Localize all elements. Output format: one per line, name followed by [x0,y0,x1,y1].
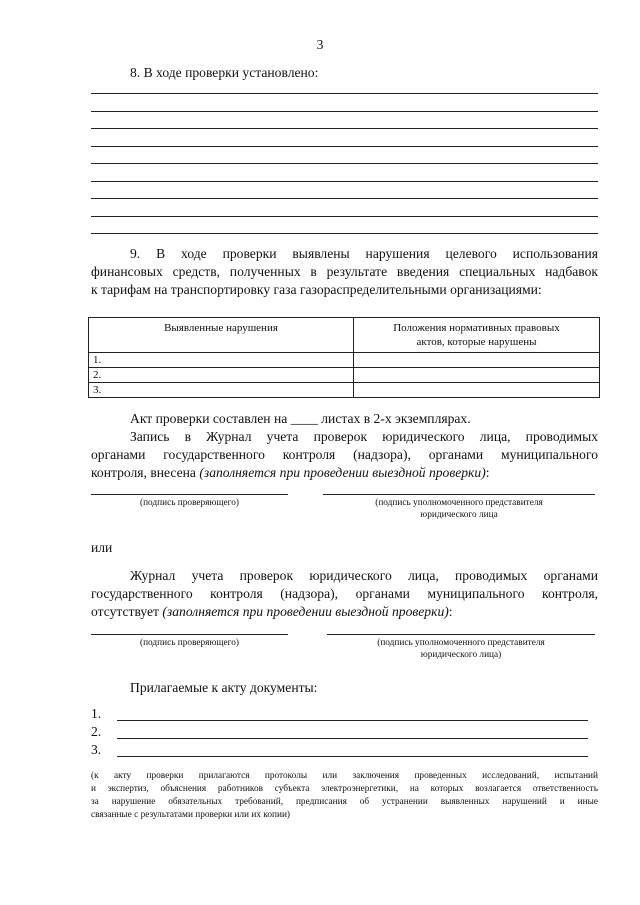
footnote-line: (к акту проверки прилагаются протоколы или заключения проведенных исследований, испытаний [91,771,598,781]
signature-line-representative[interactable] [327,634,595,635]
section-9-line: финансовых средств, полученных в результате введения специальных надбавок [91,264,598,279]
absent-journal-line: Журнал учета проверок юридического лица, проводимых органами [130,568,598,583]
violations-table [88,317,600,398]
journal-colon: : [485,465,490,480]
fill-line [91,93,598,94]
fill-line [91,233,598,234]
table-row [89,368,600,383]
header-label: Выявленные нарушения [164,322,278,334]
signature-line-representative[interactable] [323,494,595,495]
absent-colon: : [448,604,453,619]
caption-line: (подпись уполномоченного представителя [375,498,543,508]
table-cell[interactable] [354,353,600,368]
signature-line-inspector[interactable] [91,634,288,635]
table-row [89,353,600,368]
section-9-line: к тарифам на транспортировку газа газораспределительными организациями: [91,282,542,297]
journal-line: Запись в Журнал учета проверок юридического лица, проводимых [130,429,598,444]
fill-line [91,163,598,164]
table-cell[interactable]: 3. [89,383,354,398]
table-cell[interactable] [354,368,600,383]
page-number: 3 [316,37,324,52]
journal-line [91,464,490,482]
fill-line [91,198,598,199]
fill-line [91,111,598,112]
footnote-line: связанные с результатами проверки или их копии) [91,810,291,820]
section-8-heading: 8. В ходе проверки установлено: [130,65,319,80]
table-cell[interactable] [354,383,600,398]
signature-caption-representative [327,637,595,661]
fill-line [91,128,598,129]
signature-caption-representative [323,497,595,521]
table-row [89,383,600,398]
table-cell[interactable]: 1. [89,353,354,368]
list-item-number: 3. [91,742,102,757]
attachment-fill-line[interactable] [117,738,588,739]
table-header-norms [354,318,600,353]
table-header-row [89,318,600,353]
absent-journal-line [91,603,453,621]
header-label: актов, которые нарушены [416,336,537,348]
list-item-number: 1. [91,706,102,721]
absent-text: отсутствует [91,604,163,619]
table-header-violations [89,318,354,353]
absent-journal-line: государственного контроля (надзора), органами муниципального контроля, [91,586,598,601]
signature-caption-inspector: (подпись проверяющего) [139,638,240,648]
fill-line [91,181,598,182]
act-sheets-line: Акт проверки составлен на ____ листах в 2-х экземплярах. [130,411,471,426]
attachments-heading: Прилагаемые к акту документы: [130,680,318,695]
or-text: или [91,540,113,555]
footnote-line: и экспертиз, объяснения работников субъекта электроэнергетики, на которых возлагается ответственность [91,784,598,794]
fill-line [91,216,598,217]
signature-caption-inspector: (подпись проверяющего) [139,498,240,508]
caption-line: (подпись уполномоченного представителя [377,638,545,648]
header-label: Положения нормативных правовых [393,322,560,334]
journal-line: органами государственного контроля (надзора), органами муниципального [91,447,598,462]
list-item-number: 2. [91,724,102,739]
footnote-line: за нарушение обязательных требований, предписания об устранении выявленных нарушений и иные [91,797,598,807]
attachment-fill-line[interactable] [117,720,588,721]
signature-line-inspector[interactable] [91,494,288,495]
fill-line [91,146,598,147]
table-cell[interactable]: 2. [89,368,354,383]
attachment-fill-line[interactable] [117,756,588,757]
caption-line: юридического лица) [420,650,502,660]
absent-note-italic: (заполняется при проведении выездной проверки) [162,604,449,619]
caption-line: юридического лица [420,510,498,520]
journal-note-italic: (заполняется при проведении выездной проверки) [199,465,486,480]
journal-text: контроля, внесена [91,465,200,480]
section-9-line: 9. В ходе проверки выявлены нарушения целевого использования [130,246,598,261]
